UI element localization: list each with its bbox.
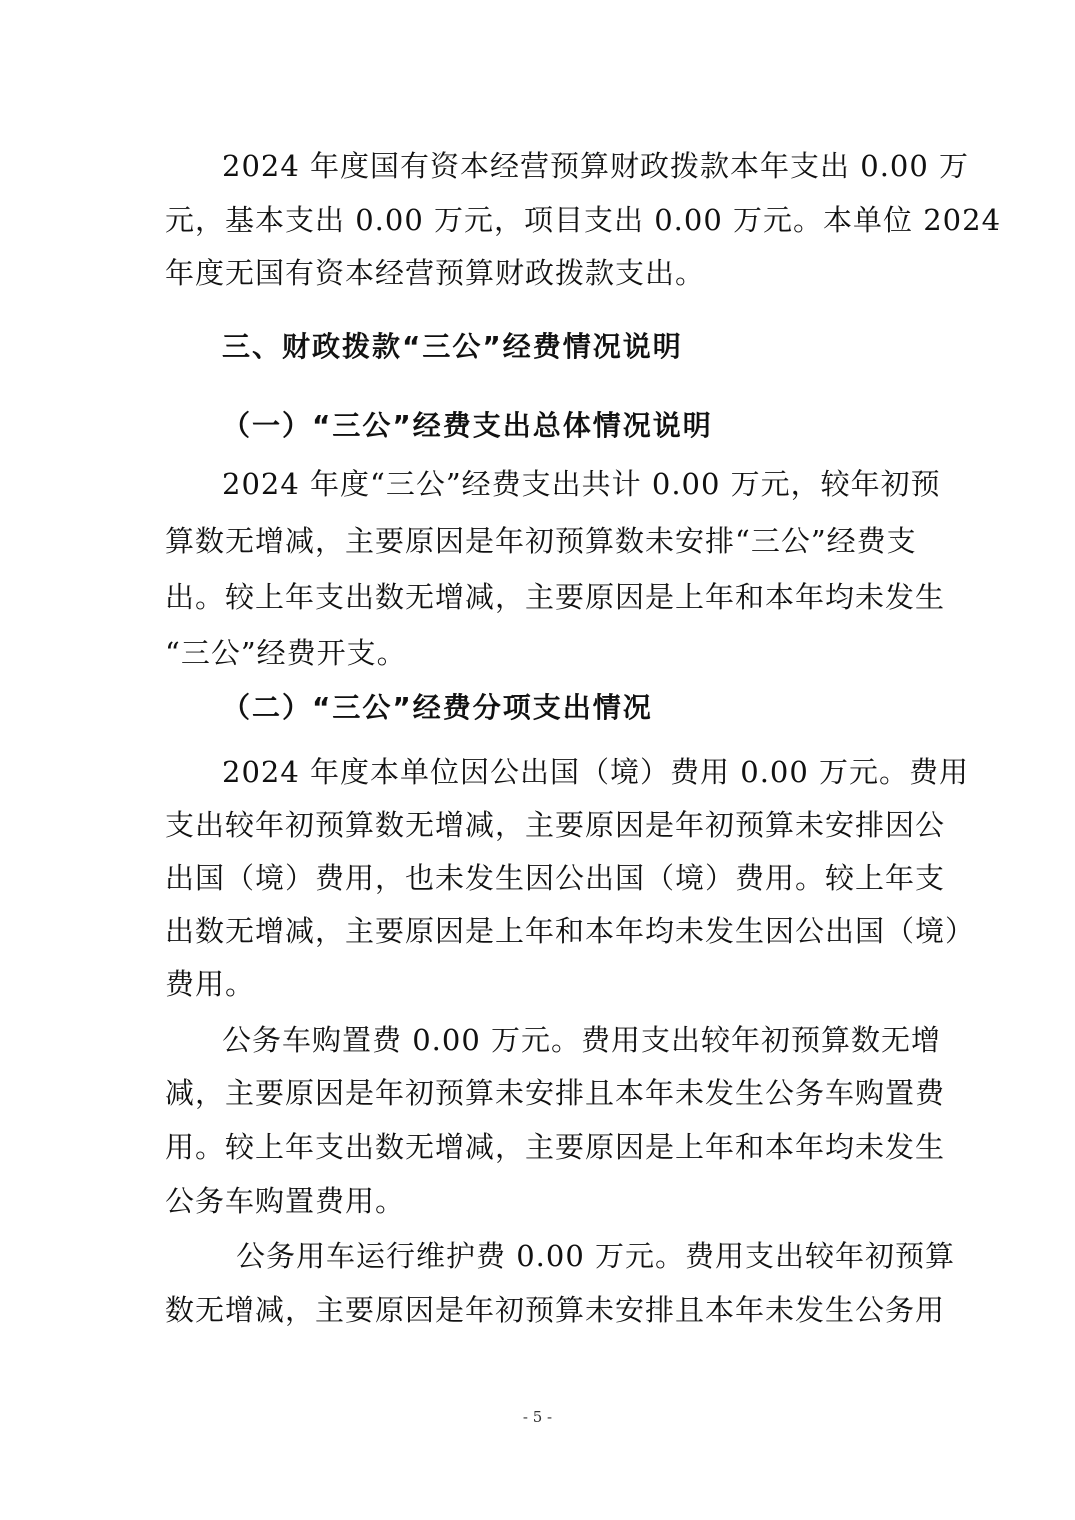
paragraph-line: 公务车购置费用。: [165, 1184, 406, 1218]
paragraph-line: 公务车购置费 0.00 万元。费用支出较年初预算数无增: [222, 1023, 942, 1057]
paragraph-line: 数无增减，主要原因是年初预算未安排且本年未发生公务用: [165, 1293, 946, 1327]
subsection-heading: （一）“三公”经费支出总体情况说明: [222, 409, 713, 442]
paragraph-line: 用。较上年支出数无增减，主要原因是上年和本年均未发生: [165, 1130, 946, 1164]
paragraph-line: 元，基本支出 0.00 万元，项目支出 0.00 万元。本单位 2024: [165, 203, 1002, 237]
paragraph-line: “三公”经费开支。: [165, 636, 407, 670]
paragraph-line: 公务用车运行维护费 0.00 万元。费用支出较年初预算: [236, 1239, 956, 1273]
section-heading: 三、财政拨款“三公”经费情况说明: [222, 330, 683, 363]
paragraph-line: 年度无国有资本经营预算财政拨款支出。: [165, 256, 706, 290]
paragraph-line: 2024 年度“三公”经费支出共计 0.00 万元，较年初预: [222, 467, 941, 501]
page-number: - 5 -: [522, 1408, 553, 1426]
paragraph-line: 出。较上年支出数无增减，主要原因是上年和本年均未发生: [165, 580, 946, 614]
paragraph-line: 出数无增减，主要原因是上年和本年均未发生因公出国（境）: [165, 914, 976, 948]
paragraph-line: 费用。: [165, 967, 256, 1001]
paragraph-line: 支出较年初预算数无增减，主要原因是年初预算未安排因公: [165, 808, 946, 842]
paragraph-line: 减，主要原因是年初预算未安排且本年未发生公务车购置费: [165, 1076, 946, 1110]
subsection-heading: （二）“三公”经费分项支出情况: [222, 691, 653, 724]
paragraph-line: 出国（境）费用，也未发生因公出国（境）费用。较上年支: [165, 861, 946, 895]
paragraph-line: 2024 年度国有资本经营预算财政拨款本年支出 0.00 万: [222, 149, 970, 183]
paragraph-line: 2024 年度本单位因公出国（境）费用 0.00 万元。费用: [222, 755, 970, 789]
paragraph-line: 算数无增减，主要原因是年初预算数未安排“三公”经费支: [165, 524, 917, 558]
